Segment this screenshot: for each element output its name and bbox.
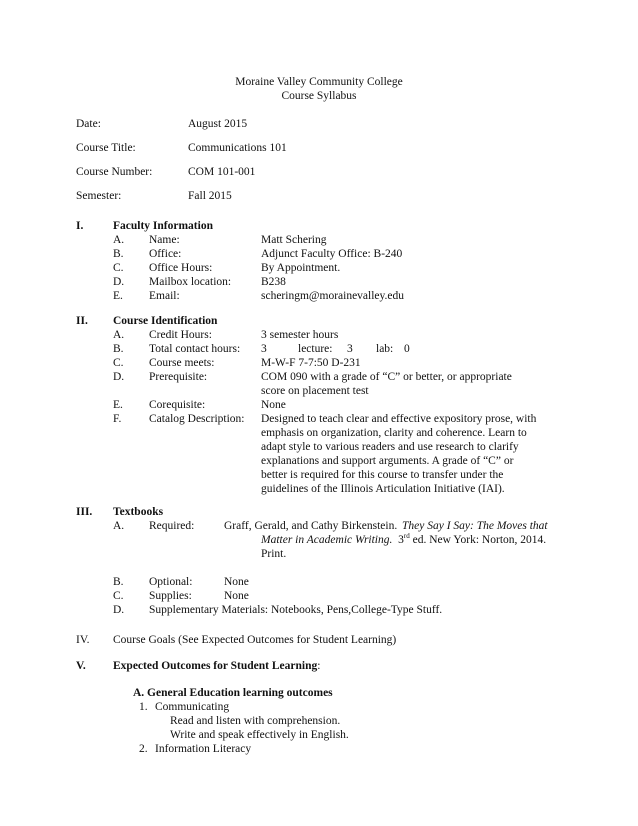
item-letter: D. (113, 604, 125, 616)
catalog-description-line: adapt style to various readers and use research to clarify (261, 441, 519, 453)
section-5-number: V. (76, 660, 86, 672)
optional-label: Optional: (149, 576, 193, 588)
outcome-detail: Write and speak effectively in English. (170, 729, 349, 741)
section-4-number: IV. (76, 634, 90, 646)
item-letter: A. (113, 234, 125, 246)
course-title-value: Communications 101 (188, 142, 287, 154)
optional-value: None (224, 576, 249, 588)
edition-suffix: rd (403, 532, 410, 541)
required-authors: Graff, Gerald, and Cathy Birkenstein. (224, 520, 398, 532)
supplies-label: Supplies: (149, 590, 192, 602)
office-hours-value: By Appointment. (261, 262, 341, 274)
catalog-description-line: explanations and support arguments. A grade of “C” or (261, 455, 514, 467)
prerequisite-value-cont: score on placement test (261, 385, 369, 397)
corequisite-label: Corequisite: (149, 399, 206, 411)
date-value: August 2015 (188, 118, 248, 130)
semester-value: Fall 2015 (188, 190, 232, 202)
outcome-detail: Read and listen with comprehension. (170, 715, 341, 727)
item-letter: B. (113, 343, 124, 355)
item-letter: D. (113, 276, 125, 288)
section-5-heading (113, 659, 320, 673)
catalog-description-line: guidelines of the Illinois Articulation Initiative (IAI). (261, 483, 505, 495)
outcome-number: 2. (139, 743, 148, 755)
email-value: scheringm@morainevalley.edu (261, 290, 405, 302)
section-4-text: Course Goals (See Expected Outcomes for Student Learning) (113, 634, 397, 646)
outcome-number: 1. (139, 701, 148, 713)
college-name: Moraine Valley Community College (235, 76, 403, 88)
catalog-description-line: emphasis on organization, clarity and coherence. Learn to (261, 427, 527, 439)
section-3-number: III. (76, 506, 93, 518)
lecture-value: 3 (347, 343, 353, 355)
course-number-label: Course Number: (76, 166, 153, 178)
item-letter: A. (113, 520, 125, 532)
contact-hours-total: 3 (261, 343, 267, 355)
outcome-communicating: Communicating (155, 701, 230, 713)
section-3-title: Textbooks (113, 506, 164, 518)
corequisite-value: None (261, 399, 286, 411)
faculty-name-value: Matt Schering (261, 234, 327, 246)
mailbox-label: Mailbox location: (149, 276, 232, 288)
lab-value: 0 (404, 343, 410, 355)
credit-hours-label: Credit Hours: (149, 329, 212, 341)
item-letter: B. (113, 576, 124, 588)
credit-hours-value: 3 semester hours (261, 329, 339, 341)
gen-ed-outcomes-heading: A. General Education learning outcomes (133, 687, 333, 699)
section-1-number: I. (76, 220, 84, 232)
faculty-name-label: Name: (149, 234, 180, 246)
item-letter: A. (113, 329, 125, 341)
required-book-title: They Say I Say: The Moves that (402, 520, 548, 532)
supplementary-materials: Supplementary Materials: Notebooks, Pens,College-Type Stuff. (149, 604, 443, 616)
prerequisite-label: Prerequisite: (149, 371, 208, 383)
catalog-description-line: Designed to teach clear and effective expository prose, with (261, 413, 537, 425)
mailbox-value: B238 (261, 276, 286, 288)
item-letter: C. (113, 590, 124, 602)
semester-label: Semester: (76, 190, 122, 202)
item-letter: B. (113, 248, 124, 260)
lab-label: lab: (376, 343, 394, 355)
item-letter: E. (113, 399, 123, 411)
date-label: Date: (76, 118, 101, 130)
catalog-description-label: Catalog Description: (149, 413, 245, 425)
supplies-value: None (224, 590, 249, 602)
required-print: Print. (261, 548, 287, 560)
edition-publisher: ed. New York: Norton, 2014. (409, 534, 547, 546)
item-letter: D. (113, 371, 125, 383)
item-letter: C. (113, 357, 124, 369)
course-title-label: Course Title: (76, 142, 136, 154)
email-label: Email: (149, 290, 180, 302)
catalog-description-line: better is required for this course to transfer under the (261, 469, 504, 481)
edition-number: 3 (398, 534, 404, 546)
outcome-information-literacy: Information Literacy (155, 743, 252, 755)
item-letter: E. (113, 290, 123, 302)
prerequisite-value: COM 090 with a grade of “C” or better, or appropriate (261, 371, 512, 383)
required-label: Required: (149, 520, 195, 532)
required-book-title-2: Matter in Academic Writing. (261, 534, 393, 546)
document-title: Course Syllabus (281, 90, 357, 102)
section-5-title: Expected Outcomes for Student Learning (113, 660, 318, 672)
item-letter: F. (113, 413, 122, 425)
office-hours-label: Office Hours: (149, 262, 213, 274)
item-letter: C. (113, 262, 124, 274)
course-meets-label: Course meets: (149, 357, 215, 369)
lecture-label: lecture: (298, 343, 333, 355)
section-2-number: II. (76, 315, 88, 327)
section-5-colon: : (317, 660, 321, 672)
section-1-title: Faculty Information (113, 220, 213, 232)
course-meets-value: M-W-F 7-7:50 D-231 (261, 357, 361, 369)
course-number-value: COM 101-001 (188, 166, 256, 178)
office-value: Adjunct Faculty Office: B-240 (261, 248, 403, 260)
required-book-title-cont (261, 533, 546, 547)
contact-hours-label: Total contact hours: (149, 343, 241, 355)
section-2-title: Course Identification (113, 315, 218, 327)
office-label: Office: (149, 248, 182, 260)
